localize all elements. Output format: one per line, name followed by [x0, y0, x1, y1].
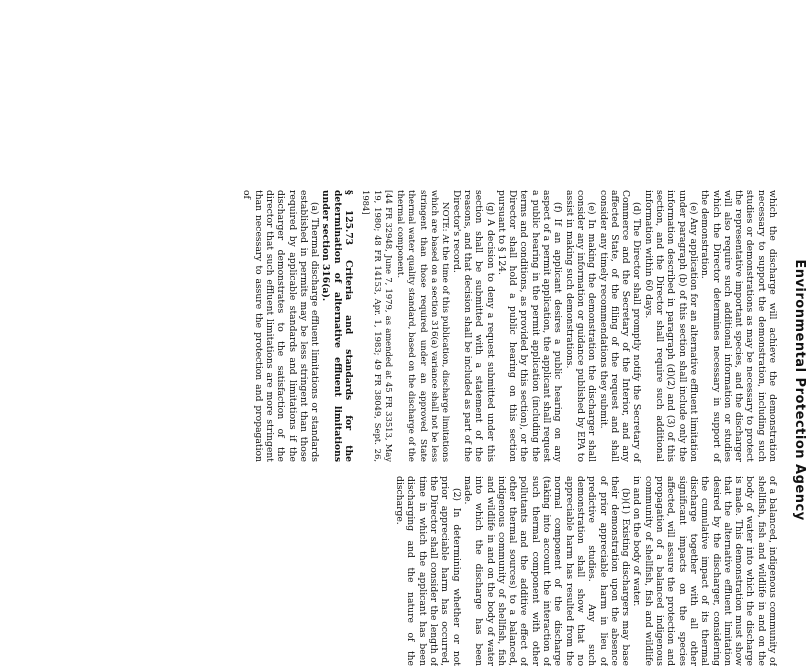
page-content	[241, 190, 810, 666]
right-column	[394, 476, 778, 666]
paragraph: (2) In determining whether or not prior appreciable harm has occurred, the Director shall consider the length of time in which the applicant has been discharging and the nature of the discharge.	[394, 476, 462, 666]
paragraph: (d) The Director shall promptly notify the Secretary of Commerce and the Secretary of the Interior, and any affected State, of the filing of the request and shall consider any timely recommendations they submit.	[597, 190, 643, 462]
paragraph: (e) Any application for an alternative effluent limitation under paragraph (b) of this section shall include only the information described in paragraph (d)(2) and (3) of this section, and the Director shall require such additional information within 60 days.	[642, 190, 699, 462]
paragraph: of a balanced, indigenous community of shellfish, fish and wildlife in and on the body of water into which the discharge is made. This demonstration must show that the alternative effluent limitation desired by the discharger, considering the cumulative impact of its thermal discharge together with all other significant impacts on the species affected, will assure the protection and propagation of a balanced indigenous community of shellfish, fish and wildlife in and on the body of water.	[631, 476, 778, 666]
paragraph: which the discharge will achieve the demonstration necessary to support the demonstration, including such studies or demonstrations as may be necessary to protect the representative important species, and the discharger will also require such additional information or studies which the Director determines necessary in support of the demonstration.	[699, 190, 778, 462]
paragraph: (g) A decision to deny a request submitted under this section shall be submitted with a statement of the reasons, and that decision shall be included as part of the Director's record.	[450, 190, 496, 462]
section-paragraph: (a) Thermal discharge effluent limitations or standards established in permits may be less stringent than those required by applicable standards and limitations if the discharger demonstrates to the satisfaction of the director that such effluent limitations are more stringent than necessary to assure the protection and propagation of	[241, 190, 321, 462]
paragraph: (b)(1) Existing dischargers may base their demonstration upon the absence of prior appreciable harm in lieu of predictive studies. Any such demonstration shall show that no appreciable harm has resulted from the normal component of the discharge (taking into account the interaction of such thermal component with other pollutants and the additive effect of other thermal sources) to a balanced, indigenous community of shellfish, fish and wildlife in and on the body of water into which the discharge has been made.	[461, 476, 632, 666]
paragraph: (e) In making the demonstration the discharger shall consider any information or guidance published by EPA to assist in making such demonstrations.	[563, 190, 598, 462]
paragraph: (f) If an applicant desires a public hearing on any aspect of a permit application, the applicant shall request a public hearing in the permit application (including the terms and conditions, as provided by this section), or the Director shall hold a public hearing on this section pursuant to § 124.	[495, 190, 564, 462]
note-paragraph: NOTE: At the time of this publication, discharge limitations which are based on a section 316(a) variance shall not be less stringent than those required under an approved State thermal water quality standard, based on the discharge of the thermal component.	[395, 190, 451, 462]
left-column	[241, 190, 778, 462]
page-header: Environmental Protection Agency	[792, 259, 807, 521]
section-heading: § 125.73 Criteria and standards for the determination of alternative effluent limitations under section 316(a).	[320, 190, 355, 462]
citation: [44 FR 32948, June 7, 1979, as amended at 45 FR 33513, May 19, 1980; 48 FR 14153, Apr. 1, 1983; 49 FR 38049, Sept. 26, 1984]	[361, 190, 394, 462]
rotated-document-page	[241, 190, 810, 666]
